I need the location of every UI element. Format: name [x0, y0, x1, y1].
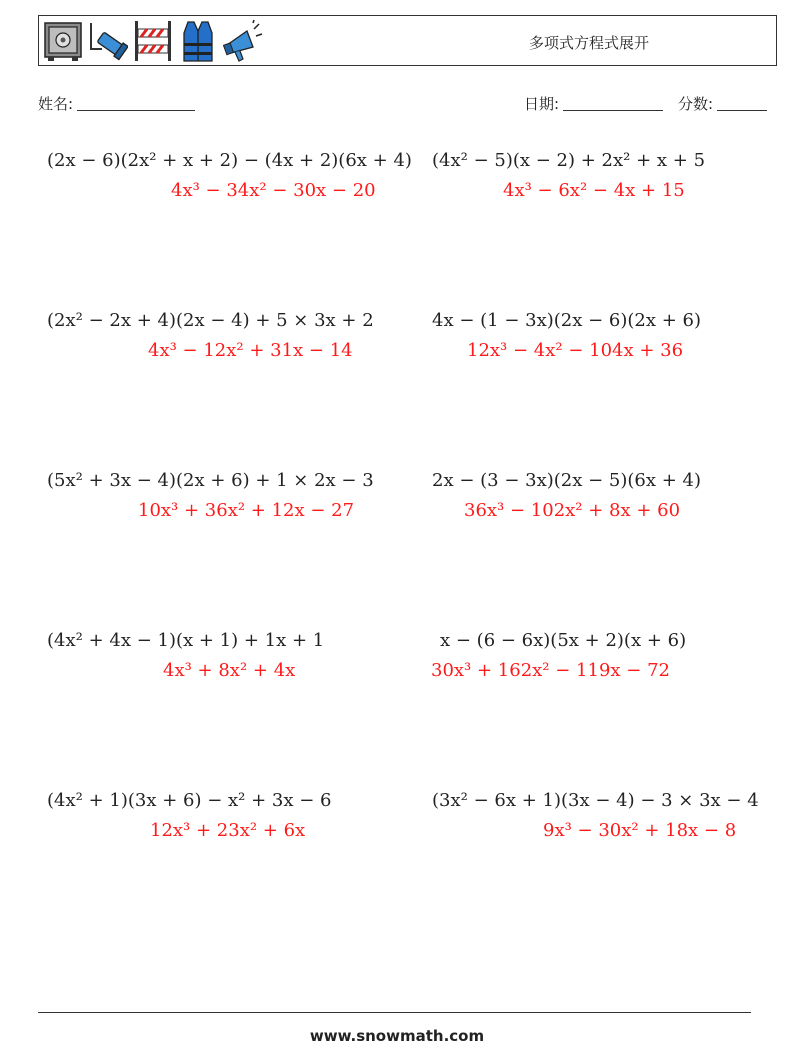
name-field[interactable]: [38, 93, 195, 114]
score-field[interactable]: [678, 93, 767, 114]
problem-4-question: 4x − (1 − 3x)(2x − 6)(2x + 6): [432, 310, 702, 331]
problem-9-answer: 12x³ + 23x² + 6x: [150, 820, 306, 841]
name-label: 姓名:: [38, 95, 74, 113]
megaphone-icon: [223, 19, 263, 63]
problem-7-answer: 4x³ + 8x² + 4x: [163, 660, 296, 681]
safe-icon: [43, 19, 83, 63]
problem-1-question: (2x − 6)(2x² + x + 2) − (4x + 2)(6x + 4): [47, 150, 412, 171]
problem-9-question: (4x² + 1)(3x + 6) − x² + 3x − 6: [47, 790, 332, 811]
date-line[interactable]: [563, 95, 663, 111]
problem-7-question: (4x² + 4x − 1)(x + 1) + 1x + 1: [47, 630, 325, 651]
header-icons: [43, 19, 263, 63]
footer-url[interactable]: www.snowmath.com: [309, 1027, 485, 1045]
problem-10-answer: 9x³ − 30x² + 18x − 8: [543, 820, 737, 841]
problem-2-question: (4x² − 5)(x − 2) + 2x² + x + 5: [432, 150, 706, 171]
problem-2-answer: 4x³ − 6x² − 4x + 15: [503, 180, 685, 201]
problem-5-answer: 10x³ + 36x² + 12x − 27: [138, 500, 355, 521]
name-line[interactable]: [77, 95, 195, 111]
footer-divider: [38, 1012, 751, 1013]
problem-8-answer: 30x³ + 162x² − 119x − 72: [431, 660, 670, 681]
problem-1-answer: 4x³ − 34x² − 30x − 20: [171, 180, 376, 201]
date-field[interactable]: [524, 93, 663, 114]
problem-6-question: 2x − (3 − 3x)(2x − 5)(6x + 4): [432, 470, 702, 491]
problem-3-question: (2x² − 2x + 4)(2x − 4) + 5 × 3x + 2: [47, 310, 374, 331]
date-label: 日期:: [524, 95, 560, 113]
safety-vest-icon: [178, 19, 218, 63]
problem-6-answer: 36x³ − 102x² + 8x + 60: [464, 500, 681, 521]
flashlight-icon: [88, 19, 128, 63]
score-label: 分数:: [678, 95, 714, 113]
problem-5-question: (5x² + 3x − 4)(2x + 6) + 1 × 2x − 3: [47, 470, 374, 491]
problem-3-answer: 4x³ − 12x² + 31x − 14: [148, 340, 353, 361]
problem-4-answer: 12x³ − 4x² − 104x + 36: [467, 340, 684, 361]
problem-10-question: (3x² − 6x + 1)(3x − 4) − 3 × 3x − 4: [432, 790, 759, 811]
worksheet-title: 多项式方程式展开: [529, 34, 650, 52]
worksheet-header: [38, 15, 777, 66]
problem-8-question: x − (6 − 6x)(5x + 2)(x + 6): [440, 630, 687, 651]
road-barrier-icon: [133, 19, 173, 63]
score-line[interactable]: [717, 95, 767, 111]
